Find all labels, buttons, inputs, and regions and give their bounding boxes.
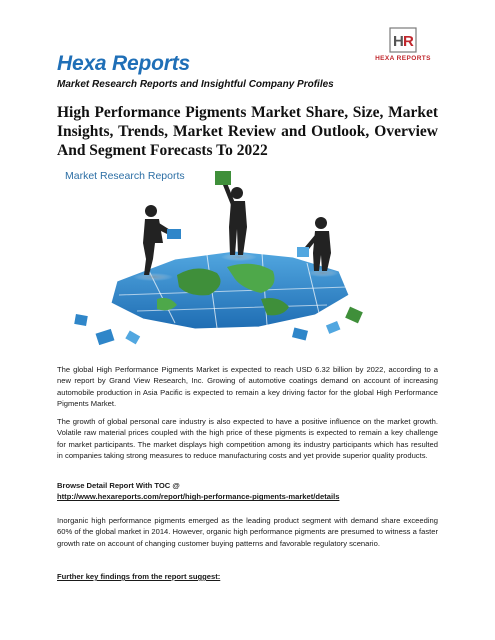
further-findings-heading: Further key findings from the report suggest: bbox=[57, 572, 221, 581]
puzzle-businessmen-icon bbox=[57, 163, 381, 351]
paragraph-market-size: The global High Performance Pigments Market is expected to reach USD 6.32 billion by 2022, according to a new report by Grand View Research, Inc. Growing of automotive coatings demand on account of increasing automobile production in Asia Pacific is expected to remain a key driving factor for the global High Performance Pigments Market. bbox=[57, 365, 438, 409]
hero-illustration bbox=[57, 163, 381, 351]
svg-text:H: H bbox=[393, 33, 404, 50]
logo-mark-icon bbox=[389, 27, 417, 53]
svg-text:R: R bbox=[403, 33, 414, 50]
browse-label: Browse Detail Report With TOC @ bbox=[57, 481, 180, 490]
paragraph-personal-care: The growth of global personal care industry is also expected to have a positive influence on the market growth. Volatile raw material prices coupled with the high price of these pigments is expected to remain a key challenge for market participants. The market displays high competition among its industry participants which has resulted in companies taking strong measures to reduce manufacturing costs and yet provide superior quality products. bbox=[57, 417, 438, 461]
paragraph-inorganic-pigments: Inorganic high performance pigments emerged as the leading product segment with demand share exceeding 60% of the global market in 2014. However, organic high performance pigments are presumed to witness a faster growth rate on account of changing customer buying patterns and favorable regulatory scenario. bbox=[57, 516, 438, 548]
browse-section bbox=[57, 480, 438, 503]
hexa-reports-logo[interactable] bbox=[368, 27, 438, 71]
logo-text: HEXA REPORTS bbox=[375, 55, 431, 62]
page-header bbox=[57, 0, 438, 92]
brand-tagline: Market Research Reports and Insightful Company Profiles bbox=[57, 79, 334, 90]
page-title: High Performance Pigments Market Share, Size, Market Insights, Trends, Market Review and Outlook, Overview And Segment Forecasts To 2022 bbox=[57, 104, 438, 159]
report-details-link[interactable]: http://www.hexareports.com/report/high-performance-pigments-market/details bbox=[57, 492, 340, 502]
hero-label: Market Research Reports bbox=[65, 170, 185, 182]
brand-name[interactable]: Hexa Reports bbox=[57, 52, 190, 75]
